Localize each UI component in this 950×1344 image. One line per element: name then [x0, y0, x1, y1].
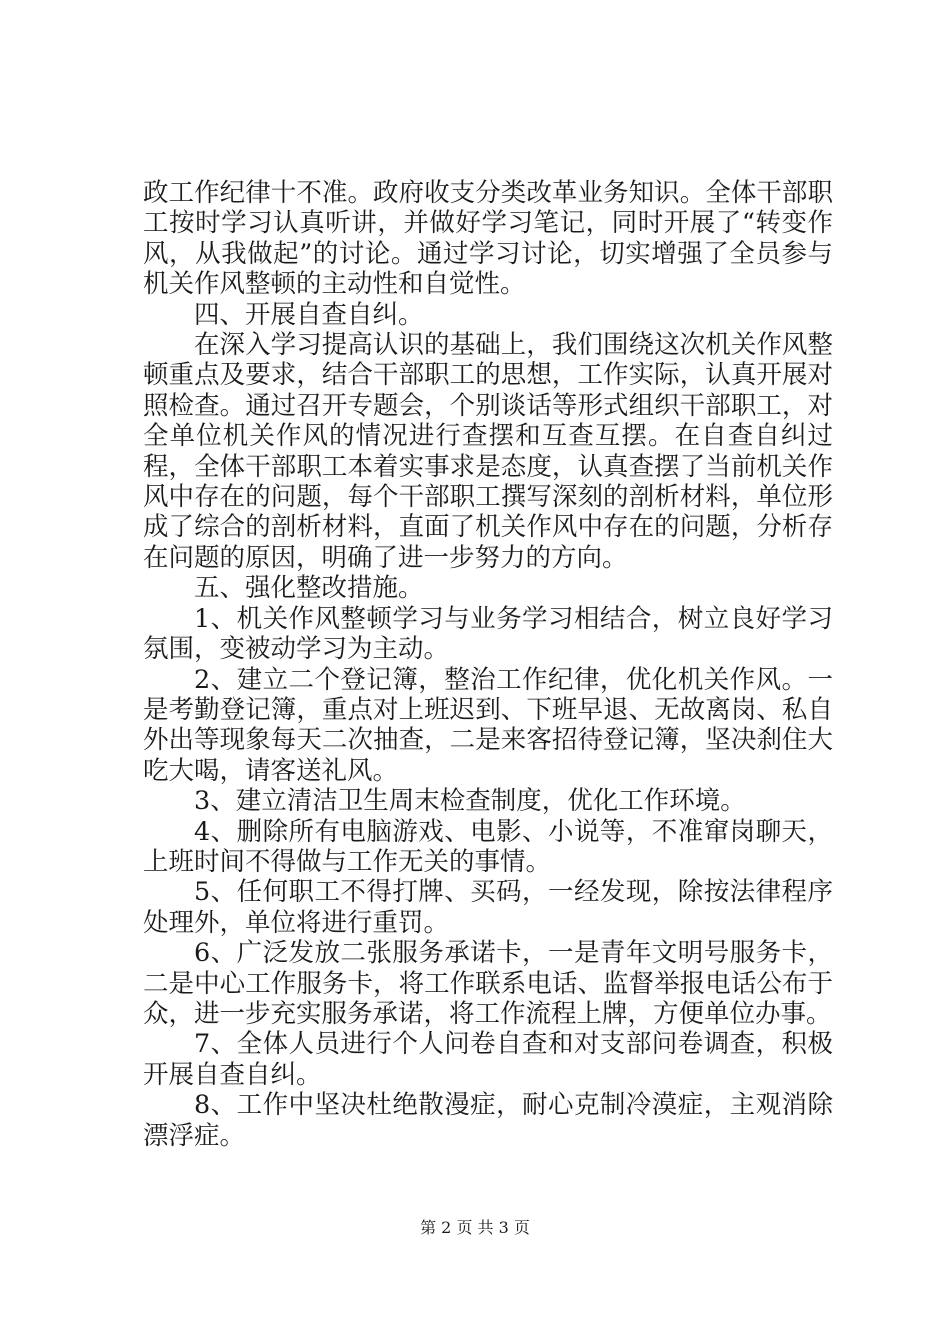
list-item-1: 1、机关作风整顿学习与业务学习相结合，树立良好学习氛围，变被动学习为主动。	[143, 603, 833, 665]
paragraph-continuation: 政工作纪律十不准。政府收支分类改革业务知识。全体干部职工按时学习认真听讲，并做好学习笔记，同时开展了“转变作风，从我做起”的讨论。通过学习讨论，切实增强了全员参与机关作风整顿的主动性和自觉性。	[143, 178, 833, 300]
list-item-4: 4、删除所有电脑游戏、电影、小说等，不准窜岗聊天，上班时间不得做与工作无关的事情。	[143, 816, 833, 877]
page-footer	[0, 1218, 950, 1238]
list-item-3: 3、建立清洁卫生周末检查制度，优化工作环境。	[194, 786, 746, 817]
list-item-8: 8、工作中坚决杜绝散漫症，耐心克制冷漠症，主观消除漂浮症。	[143, 1090, 833, 1151]
page-number-label: 第 2 页 共 3 页	[420, 1218, 530, 1237]
section-heading-self-check: 四、开展自查自纠。	[194, 299, 424, 330]
list-item-7: 7、全体人员进行个人问卷自查和对支部问卷调查，积极开展自查自纠。	[143, 1029, 833, 1090]
list-item-5: 5、任何职工不得打牌、买码，一经发现，除按法律程序处理外，单位将进行重罚。	[143, 877, 833, 938]
list-item-6: 6、广泛发放二张服务承诺卡，一是青年文明号服务卡，二是中心工作服务卡，将工作联系电话、监督举报电话公布于众，进一步充实服务承诺，将工作流程上牌，方便单位办事。	[143, 938, 833, 1029]
list-item-2: 2、建立二个登记簿，整治工作纪律，优化机关作风。一是考勤登记簿，重点对上班迟到、下班早退、无故离岗、私自外出等现象每天二次抽查，二是来客招待登记簿，坚决刹住大吃大喝，请客送礼风。	[143, 664, 833, 786]
section-heading-rectification: 五、强化整改措施。	[194, 573, 424, 604]
document-body	[143, 178, 833, 1151]
paragraph-self-check: 在深入学习提高认识的基础上，我们围绕这次机关作风整顿重点及要求，结合干部职工的思想，工作实际，认真开展对照检查。通过召开专题会，个别谈话等形式组织干部职工，对全单位机关作风的情况进行查摆和互查互摆。在自查自纠过程，全体干部职工本着实事求是态度，认真查摆了当前机关作风中存在的问题，每个干部职工撰写深刻的剖析材料，单位形成了综合的剖析材料，直面了机关作风中存在的问题，分析存在问题的原因，明确了进一步努力的方向。	[143, 330, 833, 573]
